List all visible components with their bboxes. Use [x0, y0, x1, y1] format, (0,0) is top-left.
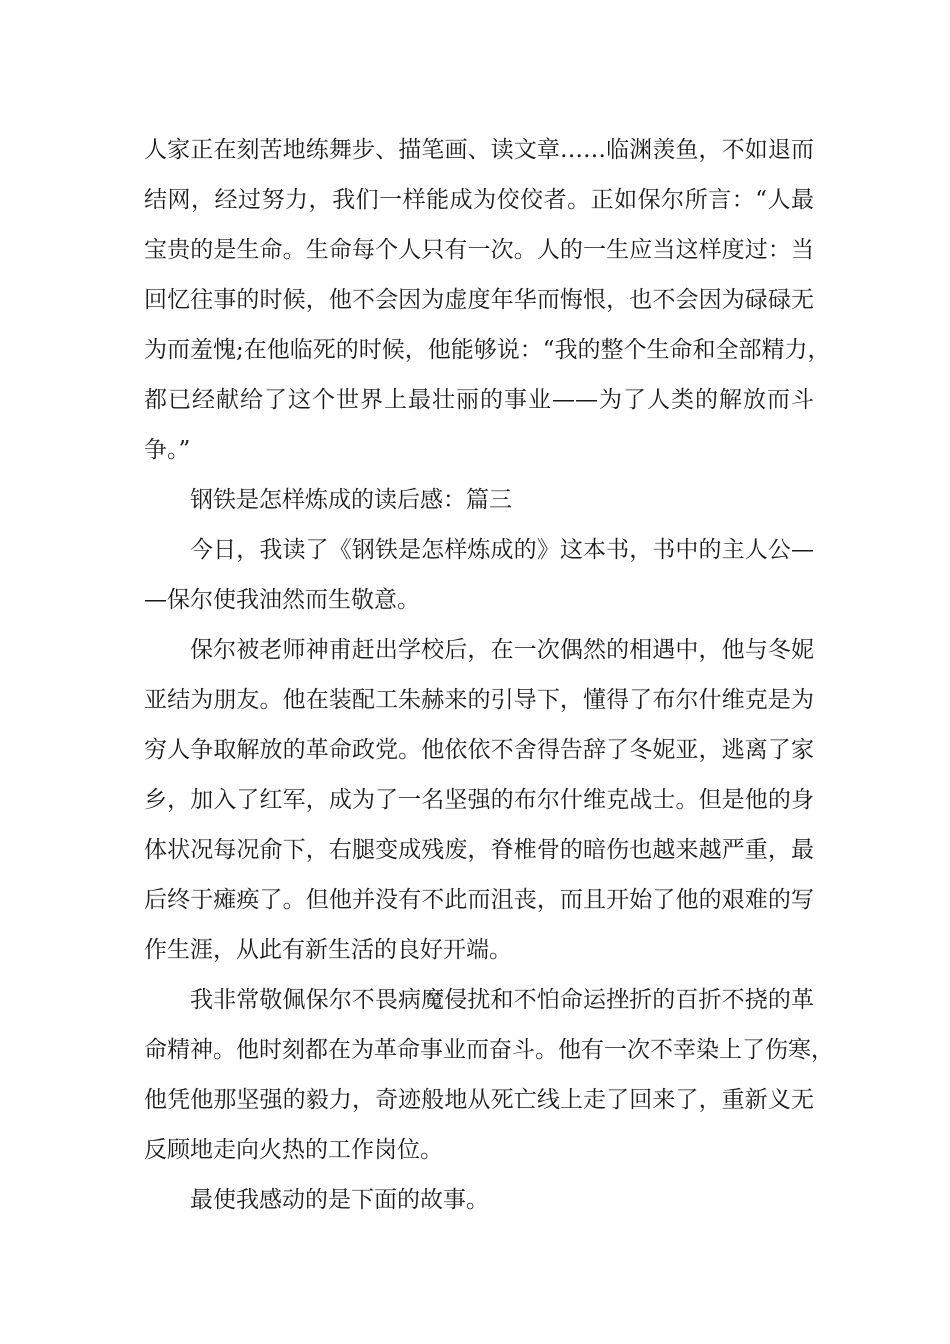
text-line: 作生涯，从此有新生活的良好开端。 — [144, 937, 512, 963]
text-line: 我非常敬佩保尔不畏病魔侵扰和不怕命运挫折的百折不挠的革 — [190, 987, 814, 1013]
text-line: 争。” — [144, 437, 191, 463]
text-line: 人家正在刻苦地练舞步、描笔画、读文章……临渊羡鱼，不如退而 — [144, 137, 814, 163]
text-line: 结网，经过努力，我们一样能成为佼佼者。正如保尔所言：“人最 — [144, 187, 814, 213]
section-heading: 钢铁是怎样炼成的读后感：篇三 — [190, 487, 512, 513]
text-line: 今日，我读了《钢铁是怎样炼成的》这本书，书中的主人公— — [190, 537, 814, 563]
text-line: 宝贵的是生命。生命每个人只有一次。人的一生应当这样度过：当 — [144, 237, 814, 263]
text-line: 都已经献给了这个世界上最壮丽的事业——为了人类的解放而斗 — [144, 387, 814, 413]
text-line: —保尔使我油然而生敬意。 — [144, 587, 420, 613]
text-line: 穷人争取解放的革命政党。他依依不舍得告辞了冬妮亚，逃离了家 — [144, 737, 814, 763]
text-line: 体状况每况俞下，右腿变成残废，脊椎骨的暗伤也越来越严重，最 — [144, 837, 814, 863]
text-line: 乡，加入了红军，成为了一名坚强的布尔什维克战士。但是他的身 — [144, 787, 814, 813]
text-line: 命精神。他时刻都在为革命事业而奋斗。他有一次不幸染上了伤寒， — [144, 1037, 834, 1063]
text-line: 后终于瘫痪了。但他并没有不此而沮丧，而且开始了他的艰难的写 — [144, 887, 814, 913]
text-line: 保尔被老师神甫赶出学校后，在一次偶然的相遇中，他与冬妮 — [190, 637, 814, 663]
text-line: 为而羞愧;在他临死的时候，他能够说：“我的整个生命和全部精力， — [144, 337, 831, 363]
text-line: 亚结为朋友。他在装配工朱赫来的引导下，懂得了布尔什维克是为 — [144, 687, 814, 713]
text-line: 最使我感动的是下面的故事。 — [190, 1187, 489, 1213]
text-line: 回忆往事的时候，他不会因为虚度年华而悔恨，也不会因为碌碌无 — [144, 287, 814, 313]
text-line: 他凭他那坚强的毅力，奇迹般地从死亡线上走了回来了，重新义无 — [144, 1087, 814, 1113]
text-line: 反顾地走向火热的工作岗位。 — [144, 1137, 443, 1163]
